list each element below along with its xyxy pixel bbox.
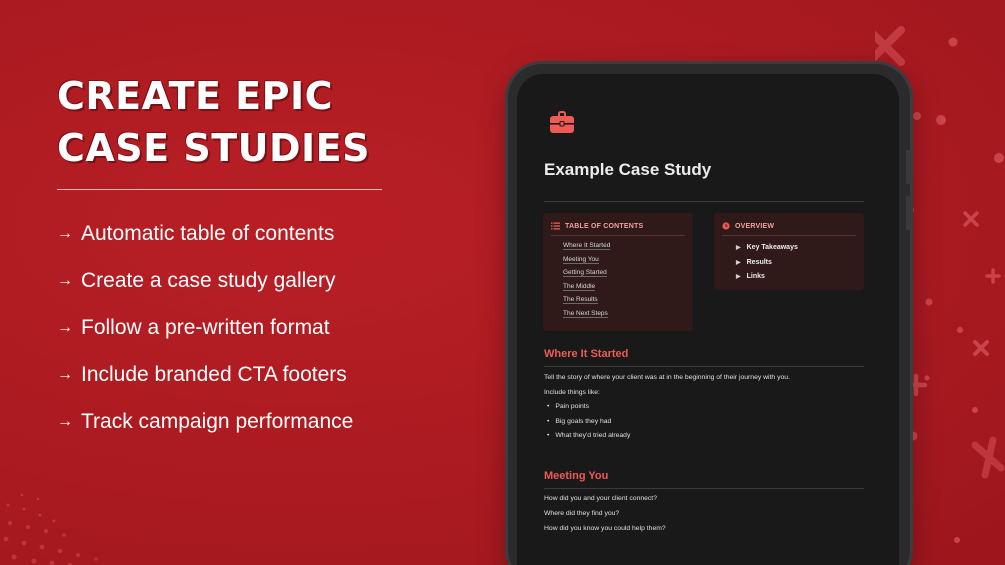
section-divider (544, 366, 864, 367)
feature-item (57, 351, 353, 398)
divider (57, 189, 382, 190)
headline (57, 70, 370, 174)
arrow-icon: → (57, 365, 73, 383)
tablet-button (906, 150, 911, 184)
toggle-triangle-icon[interactable]: ▶ (736, 259, 741, 266)
paragraph: Where did they find you? (544, 510, 620, 517)
toc-list (563, 239, 693, 321)
feature-text: Automatic table of contents (81, 221, 335, 245)
feature-text: Include branded CTA footers (81, 362, 347, 386)
list-icon (551, 222, 560, 230)
feature-item (57, 257, 353, 304)
arrow-icon: → (57, 318, 73, 336)
feature-text: Create a case study gallery (81, 268, 336, 292)
toc-link-text[interactable]: Getting Started (563, 269, 607, 277)
paragraph: How did you know you could help them? (544, 525, 666, 532)
feature-text: Follow a pre-written format (81, 315, 330, 339)
arrow-icon: → (57, 224, 73, 242)
arrow-icon: → (57, 271, 73, 289)
bullet-item: • What they'd tried already (547, 429, 630, 444)
toc-link[interactable] (563, 239, 693, 253)
toc-link[interactable] (563, 307, 693, 321)
section-heading-where-it-started: Where It Started (544, 348, 629, 360)
tablet-screen (517, 74, 899, 565)
table-of-contents-callout (543, 213, 693, 331)
feature-text: Track campaign performance (81, 409, 354, 433)
toggle-links[interactable] (736, 270, 864, 285)
briefcase-icon (548, 108, 576, 136)
title-divider (544, 201, 864, 202)
overview-heading: OVERVIEW (735, 222, 775, 230)
toc-link[interactable] (563, 253, 693, 267)
toggle-label: Key Takeaways (746, 244, 798, 251)
paragraph: Tell the story of where your client was at in the beginning of their journey with you. (544, 374, 790, 381)
toc-link-text[interactable]: Meeting You (563, 255, 599, 263)
section-divider (544, 488, 864, 489)
clock-icon (722, 222, 730, 230)
overview-header (722, 222, 856, 236)
paragraph: How did you and your client connect? (544, 495, 657, 502)
toc-link-text[interactable]: The Next Steps (563, 309, 608, 317)
toggle-results[interactable] (736, 256, 864, 271)
bullet-item: • Pain points (547, 400, 630, 415)
feature-item (57, 304, 353, 351)
arrow-icon: → (57, 412, 73, 430)
toc-link-text[interactable]: The Middle (563, 282, 596, 290)
feature-list (57, 210, 353, 445)
toc-heading: TABLE OF CONTENTS (565, 222, 644, 230)
paragraph: Include things like: (544, 389, 600, 396)
toc-link[interactable] (563, 266, 693, 280)
toc-link-text[interactable]: Where It Started (563, 242, 611, 249)
bullet-item: • Big goals they had (547, 415, 630, 430)
feature-item (57, 398, 353, 445)
toggle-label: Links (746, 273, 765, 280)
headline-line-1: CREATE EPIC (57, 74, 334, 118)
overview-list (736, 241, 864, 285)
overview-callout (714, 213, 864, 290)
toc-header (551, 222, 685, 236)
toc-link-text[interactable]: The Results (563, 296, 598, 304)
toggle-key-takeaways[interactable] (736, 241, 864, 256)
section-heading-meeting-you: Meeting You (544, 470, 609, 482)
toc-link[interactable] (563, 280, 693, 294)
bullet-list (547, 400, 630, 444)
page-title: Example Case Study (544, 160, 712, 179)
toggle-triangle-icon[interactable]: ▶ (736, 274, 741, 280)
toc-link[interactable] (563, 293, 693, 307)
tablet-button (906, 196, 911, 230)
headline-line-2: CASE STUDIES (57, 126, 371, 170)
feature-item (57, 210, 353, 257)
toggle-label: Results (746, 258, 772, 266)
toggle-triangle-icon[interactable]: ▶ (736, 245, 741, 251)
decorative-dots (0, 435, 200, 565)
